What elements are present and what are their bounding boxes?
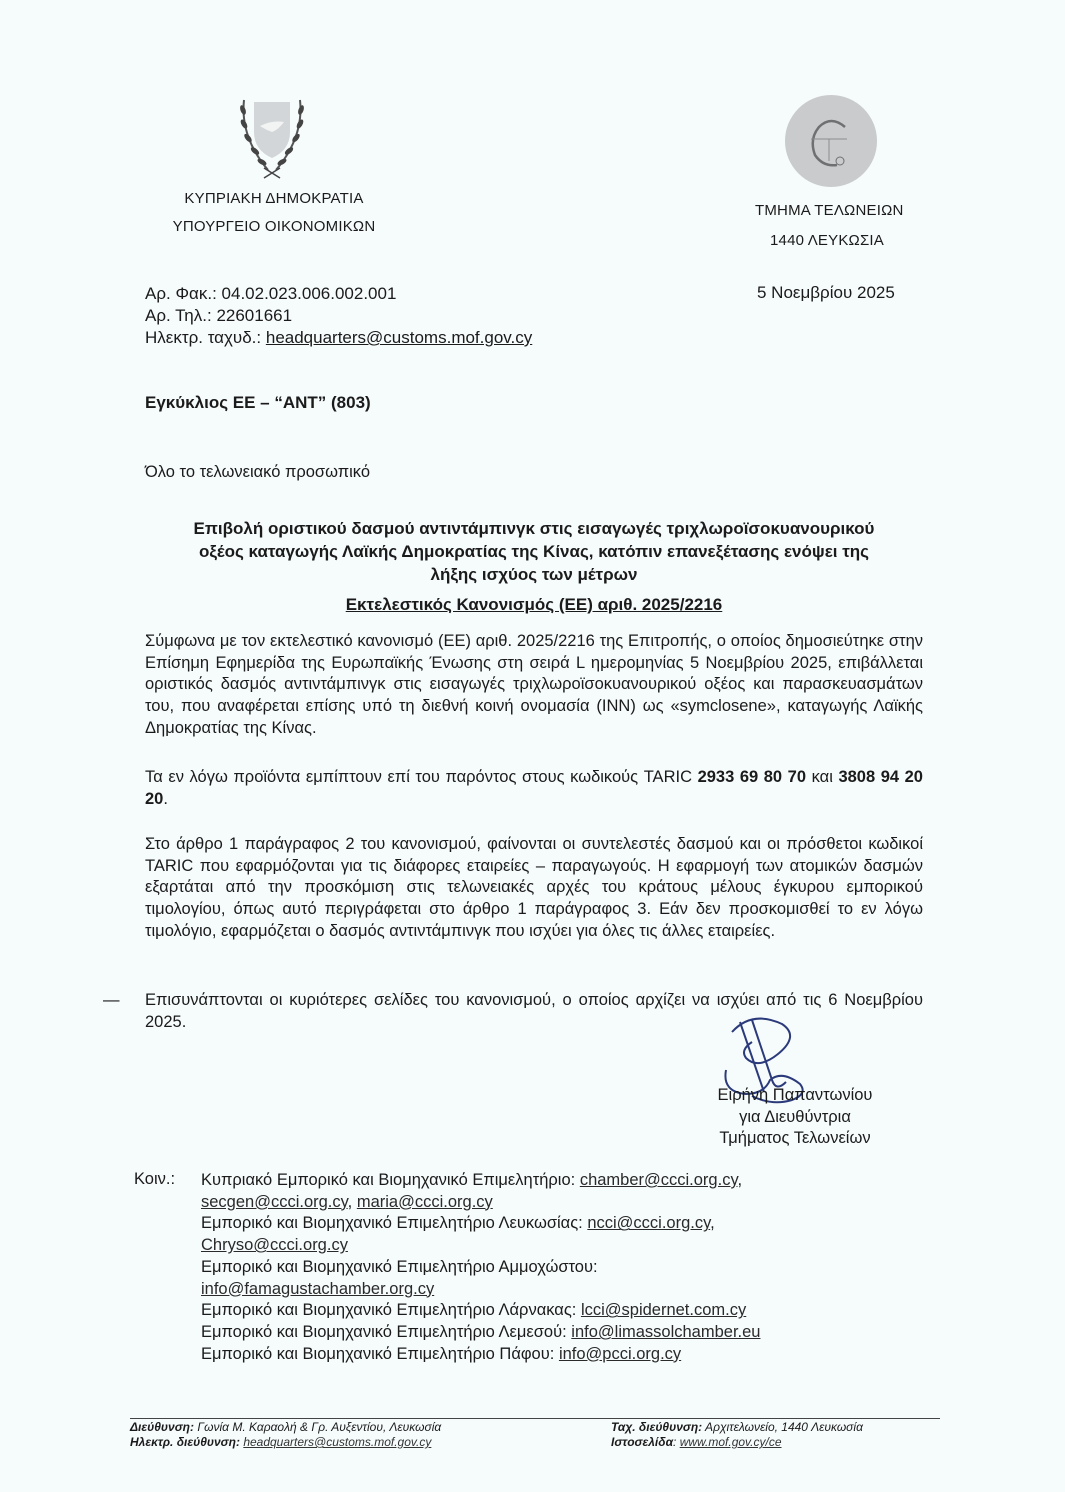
cc-entry: Κυπριακό Εμπορικό και Βιομηχανικό Επιμελητήριο: chamber@ccci.org.cy, (201, 1171, 743, 1189)
margin-dash: — (103, 991, 120, 1009)
phone-label: Αρ. Τηλ.: (145, 306, 212, 325)
subject-line-2: οξέος καταγωγής Λαϊκής Δημοκρατίας της Κίνας, κατόπιν επανεξέτασης ενόψει της (198, 542, 870, 561)
department-name: ΤΜΗΜΑ ΤΕΛΩΝΕΙΩΝ (755, 202, 904, 219)
subject-line-3: λήξης ισχύος των μέτρων (430, 565, 638, 584)
cc-email-link[interactable]: maria@ccci.org.cy (356, 1192, 493, 1211)
phone-number (145, 305, 292, 327)
signatory-name: Ειρήνη Παπαντωνίου (717, 1086, 873, 1104)
file-number (145, 283, 396, 305)
cc-email-link[interactable]: info@pcci.org.cy (558, 1344, 682, 1363)
cyprus-coat-of-arms-icon (222, 92, 322, 184)
taric-code-2: 3808 94 20 20 (145, 768, 923, 808)
paragraph-2-conjunction: και (806, 768, 839, 786)
cc-entry: Εμπορικό και Βιομηχανικό Επιμελητήριο Λευκωσίας: ncci@ccci.org.cy, (201, 1214, 715, 1233)
cc-org: Εμπορικό και Βιομηχανικό Επιμελητήριο Λεμεσού: (201, 1322, 572, 1341)
footer-address-label: Διεύθυνση: (130, 1420, 194, 1434)
department-city: 1440 ΛΕΥΚΩΣΙΑ (770, 232, 885, 249)
cc-org: Κυπριακό Εμπορικό και Βιομηχανικό Επιμελητήριο: (201, 1171, 580, 1189)
footer-left (130, 1420, 441, 1450)
cc-entry (201, 1300, 760, 1322)
cc-email-link[interactable]: info@famagustachamber.org.cy (201, 1279, 435, 1298)
file-number-value: 04.02.023.006.002.001 (221, 284, 397, 303)
cc-list (201, 1170, 760, 1365)
recipients: Όλο το τελωνειακό προσωπικό (145, 463, 371, 481)
customs-department-logo-icon (785, 95, 877, 187)
regulation-reference: Εκτελεστικός Κανονισμός (ΕΕ) αριθ. 2025/2216 (345, 595, 723, 614)
footer-divider (130, 1418, 940, 1419)
cc-label: Κοιν.: (134, 1170, 176, 1188)
country-name: ΚΥΠΡΙΑΚΗ ΔΗΜΟΚΡΑΤΙΑ (184, 190, 364, 207)
subject-heading (145, 517, 923, 586)
cc-org: Εμπορικό και Βιομηχανικό Επιμελητήριο Λευκωσίας: (201, 1214, 588, 1233)
ministry-name: ΥΠΟΥΡΓΕΙΟ ΟΙΚΟΝΟΜΙΚΩΝ (172, 218, 376, 235)
cc-entry-continued (201, 1235, 760, 1257)
footer-email-link[interactable]: headquarters@customs.mof.gov.cy (243, 1435, 432, 1449)
cc-org: Εμπορικό και Βιομηχανικό Επιμελητήριο Λάρνακας: (201, 1301, 581, 1320)
footer-postal-value: Αρχιτελωνείο, 1440 Λευκωσία (702, 1420, 863, 1434)
footer-postal-label: Ταχ. διεύθυνση: (611, 1420, 703, 1434)
cc-email-link[interactable]: lcci@spidernet.com.cy (580, 1301, 747, 1320)
subject-line-1: Επιβολή οριστικού δασμού αντιντάμπινγκ στις εισαγωγές τριχλωροϊσοκυανουρικού (193, 519, 875, 538)
cc-org: Εμπορικό και Βιομηχανικό Επιμελητήριο Αμμοχώστου: (201, 1257, 598, 1276)
cc-email-link[interactable]: info@limassolchamber.eu (571, 1322, 761, 1341)
paragraph-2 (145, 767, 923, 810)
footer-address (130, 1420, 441, 1435)
cc-entry-continued: secgen@ccci.org.cy, maria@ccci.org.cy (201, 1192, 493, 1211)
paragraph-2-text: Τα εν λόγω προϊόντα εμπίπτουν επί του παρόντος στους κωδικούς TARIC (145, 768, 698, 786)
paragraph-4: Επισυνάπτονται οι κυριότερες σελίδες του κανονισμού, ο οποίος αρχίζει να ισχύει από τις 6 Νοεμβρίου 2025. (145, 991, 923, 1031)
signatory-department: Τμήματος Τελωνείων (719, 1129, 871, 1147)
circular-title: Εγκύκλιος ΕΕ – “ΑΝΤ” (803) (145, 393, 371, 412)
cc-email-link[interactable]: chamber@ccci.org.cy (579, 1171, 738, 1189)
file-number-label: Αρ. Φακ.: (145, 284, 217, 303)
footer-website-label: Ιστοσελίδα (611, 1435, 674, 1449)
paragraph-1: Σύμφωνα με τον εκτελεστικό κανονισμό (ΕΕ) αριθ. 2025/2216 της Επιτροπής, ο οποίος δημοσιεύτηκε στην Επίσημη Εφημερίδα της Ευρωπαϊκής Ένωσης στη σειρά L ημερομηνίας 5 Νοεμβρίου 2025, επιβάλλεται οριστικός δασμός αντιντάμπινγκ στις εισαγωγές τριχλωροϊσοκυανουρικού οξέος και παρασκευασμάτων του, που αναφέρεται επίσης υπό τη διεθνή κοινή ονομασία (INN) ως «symclosene», καταγωγής Λαϊκής Δημοκρατίας της Κίνας. (145, 632, 923, 737)
cc-email-link[interactable]: Chryso@ccci.org.cy (201, 1236, 348, 1255)
footer-website-link[interactable]: www.mof.gov.cy/ce (679, 1435, 782, 1449)
footer-postal (611, 1420, 863, 1435)
cc-org: Εμπορικό και Βιομηχανικό Επιμελητήριο Πάφου: (201, 1344, 559, 1363)
footer-email (130, 1435, 441, 1450)
email-line (145, 327, 532, 349)
email-label: Ηλεκτρ. ταχυδ.: (145, 328, 262, 347)
email-link[interactable]: headquarters@customs.mof.gov.cy (265, 328, 533, 347)
cc-email-link[interactable]: ncci@ccci.org.cy (587, 1214, 711, 1233)
cc-entry-continued (201, 1279, 760, 1301)
phone-value: 22601661 (216, 306, 293, 325)
signatory-role: για Διευθύντρια (739, 1107, 851, 1126)
cc-entry (201, 1344, 760, 1366)
cc-entry (201, 1257, 760, 1279)
footer-address-value: Γωνία Μ. Καραολή & Γρ. Αυξεντίου, Λευκωσία (193, 1420, 442, 1434)
document-date: 5 Νοεμβρίου 2025 (757, 283, 895, 302)
footer-right (611, 1420, 863, 1450)
signatory-block (690, 1085, 900, 1150)
footer-email-label: Ηλεκτρ. διεύθυνση: (130, 1435, 240, 1449)
paragraph-3: Στο άρθρο 1 παράγραφος 2 του κανονισμού, φαίνονται οι συντελεστές δασμού και οι πρόσθετοι κωδικοί TARIC που εφαρμόζονται για τις διάφορες εταιρείες – παραγωγούς. Η εφαρμογή των ατομικών δασμών εξαρτάται από την προσκόμιση στις τελωνειακές αρχές του κράτους μέλους έγκυρου εμπορικού τιμολογίου, όπως αυτό περιγράφεται στο άρθρο 1 παράγραφος 3. Εάν δεν προσκομισθεί το εν λόγω τιμολόγιο, εφαρμόζεται ο δασμός αντιντάμπινγκ που ισχύει για όλες τις άλλες εταιρείες. (145, 835, 923, 940)
footer-website: Ιστοσελίδα: www.mof.gov.cy/ce (611, 1435, 782, 1449)
cc-email-link[interactable]: secgen@ccci.org.cy (201, 1192, 348, 1211)
taric-code-1: 2933 69 80 70 (697, 768, 807, 786)
paragraph-2-end: . (163, 789, 168, 808)
cc-entry (201, 1322, 760, 1344)
